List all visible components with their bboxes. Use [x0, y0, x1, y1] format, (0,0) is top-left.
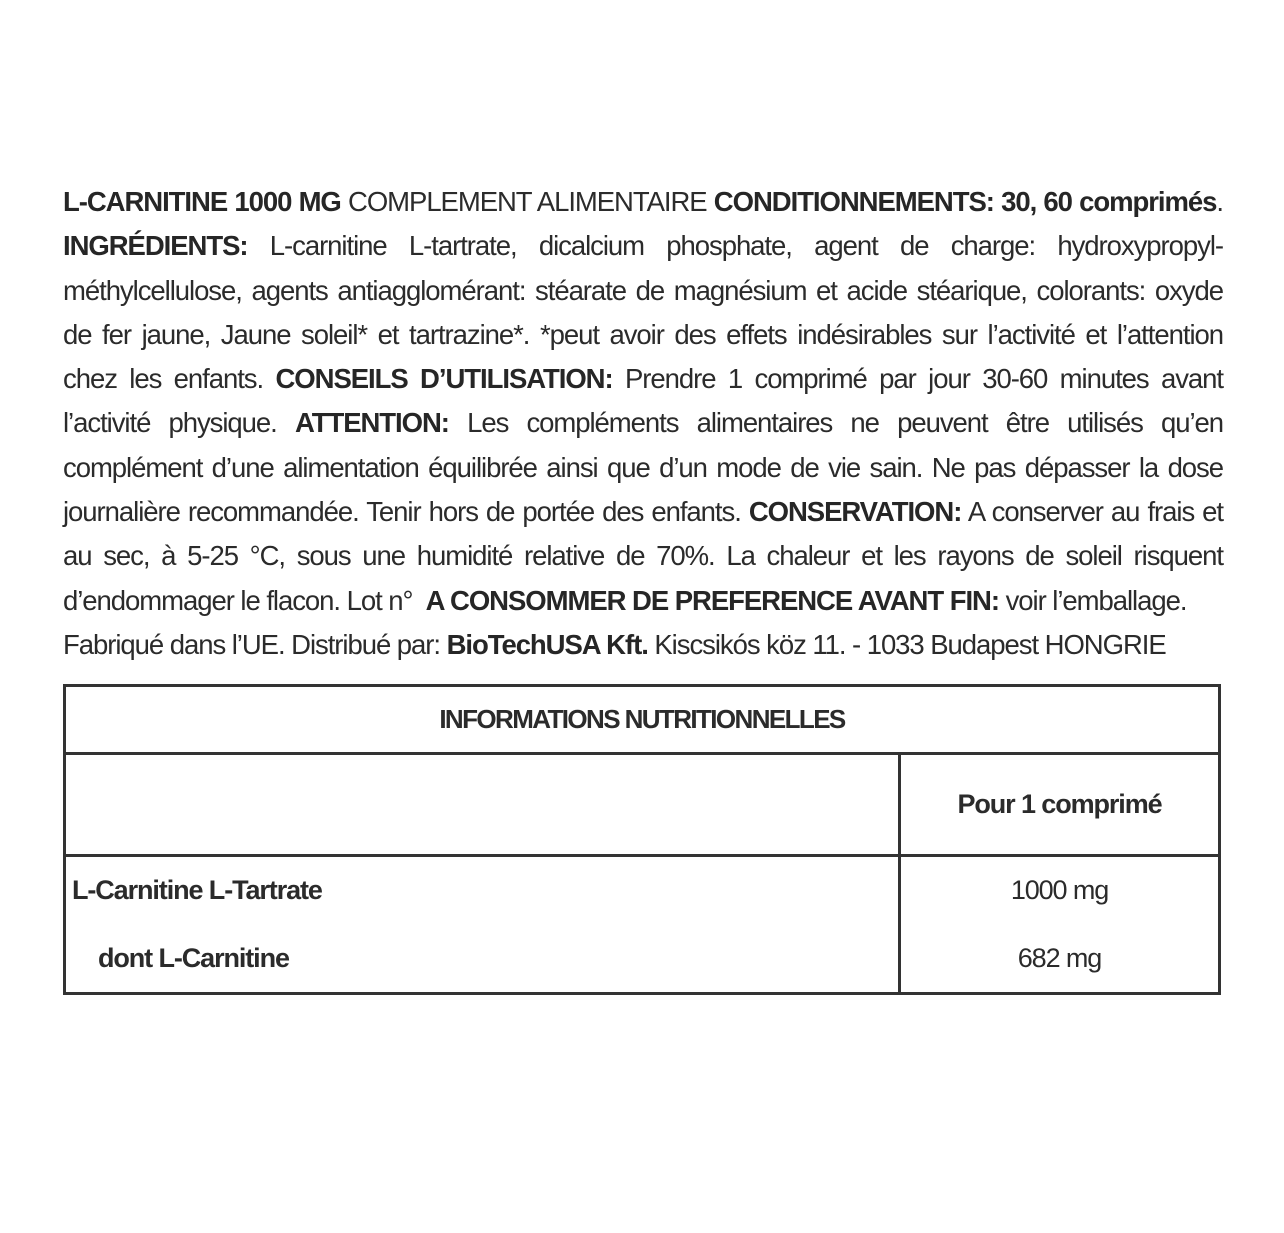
storage-text: A conserver au frais et au sec, à 5-25 °C, sous une humidité relative de 70%. La chaleur et les rayons de soleil risquent d’endommager le flacon. Lot n°	[63, 496, 1224, 616]
nutrition-table-title: INFORMATIONS NUTRITIONNELLES	[66, 687, 1218, 755]
packaging-value: 30, 60 comprimés	[1001, 186, 1217, 217]
origin-text: Fabriqué dans l’UE. Distribué par:	[63, 628, 440, 660]
usage-label: CONSEILS D’UTILISATION:	[275, 363, 613, 395]
packaging-label: CONDITIONNEMENTS:	[713, 186, 994, 217]
nutrient-name: dont L-Carnitine	[98, 942, 289, 973]
nutrition-table-header-row	[66, 755, 1218, 857]
label-text-block: L-CARNITINE 1000 MG COMPLEMENT ALIMENTAIRE CONDITIONNEMENTS: 30, 60 comprimés. INGRÉDIENTS: L-carnitine L-tartrate, dicalcium phosphate, agent de charge: hydroxypropyl-méthylcellulose, agents antiagglomérant: stéarate de magnésium et acide stéarique, colorants: oxyde de fer jaune, Jaune soleil* et tartrazine*. *peut avoir des effets indésirables sur l’activité et l’attention chez les enfants. CONSEILS D’UTILISATION: Prendre 1 comprimé par jour 30-60 minutes avant l’activité physique. ATTENTION: Les compléments alimentaires ne peuvent être utilisés qu’en complément d’une alimentation équilibrée ainsi que d’un mode de vie sain. Ne pas dépasser la dose journalière recommandée. Tenir hors de portée des enfants. CONSERVATION: A conserver au frais et au sec, à 5-25 °C, sous une humidité relative de 70%. La chaleur et les rayons de soleil risquent d’endommager le flacon. Lot n° A CONSOMMER DE PREFERENCE AVANT FIN: voir l’emballage. Fabriqué dans l’UE. Distribué par: BioTechUSA Kft. Kiscsikós köz 11. - 1033 Budapest HONGRIE	[63, 180, 1223, 667]
nutrient-name: L-Carnitine L-Tartrate	[72, 874, 322, 905]
nutrient-value: 1000 mg	[1010, 874, 1109, 905]
table-row	[66, 857, 1218, 923]
usage-text: Prendre 1 comprimé par jour 30-60 minutes avant l’activité physique.	[63, 363, 1224, 439]
storage-label: CONSERVATION:	[748, 496, 962, 528]
origin-line	[63, 623, 1223, 667]
warning-label: ATTENTION:	[294, 407, 449, 439]
nutrition-table	[63, 684, 1221, 995]
product-type: COMPLEMENT ALIMENTAIRE	[348, 186, 707, 217]
per-serving-header: Pour 1 comprimé	[957, 789, 1162, 819]
ingredients-label: INGRÉDIENTS:	[63, 230, 248, 262]
table-row	[66, 925, 1218, 991]
distributor-name: BioTechUSA Kft.	[446, 628, 648, 660]
warning-text: Les compléments alimentaires ne peuvent être utilisés qu’en complément d’une alimentation équilibrée ainsi que d’un mode de vie sain. Ne pas dépasser la dose journalière recommandée. Tenir hors de portée des enfants.	[63, 407, 1223, 528]
product-name: L-CARNITINE 1000 MG	[63, 186, 341, 217]
nutrient-value: 682 mg	[1017, 942, 1102, 973]
ingredients-text: L-carnitine L-tartrate, dicalcium phosphate, agent de charge: hydroxypropyl-méthylcellulose, agents antiagglomérant: stéarate de magnésium et acide stéarique, colorants: oxyde de fer jaune, Jaune soleil* et tartrazine*. *peut avoir des effets indésirables sur l’activité et l’attention chez les enfants.	[63, 230, 1224, 395]
distributor-address: Kiscsikós köz 11. - 1033 Budapest HONGRIE	[654, 628, 1166, 660]
best-before-label: A CONSOMMER DE PREFERENCE AVANT FIN:	[425, 584, 999, 616]
best-before-text: voir l’emballage.	[1005, 584, 1187, 616]
